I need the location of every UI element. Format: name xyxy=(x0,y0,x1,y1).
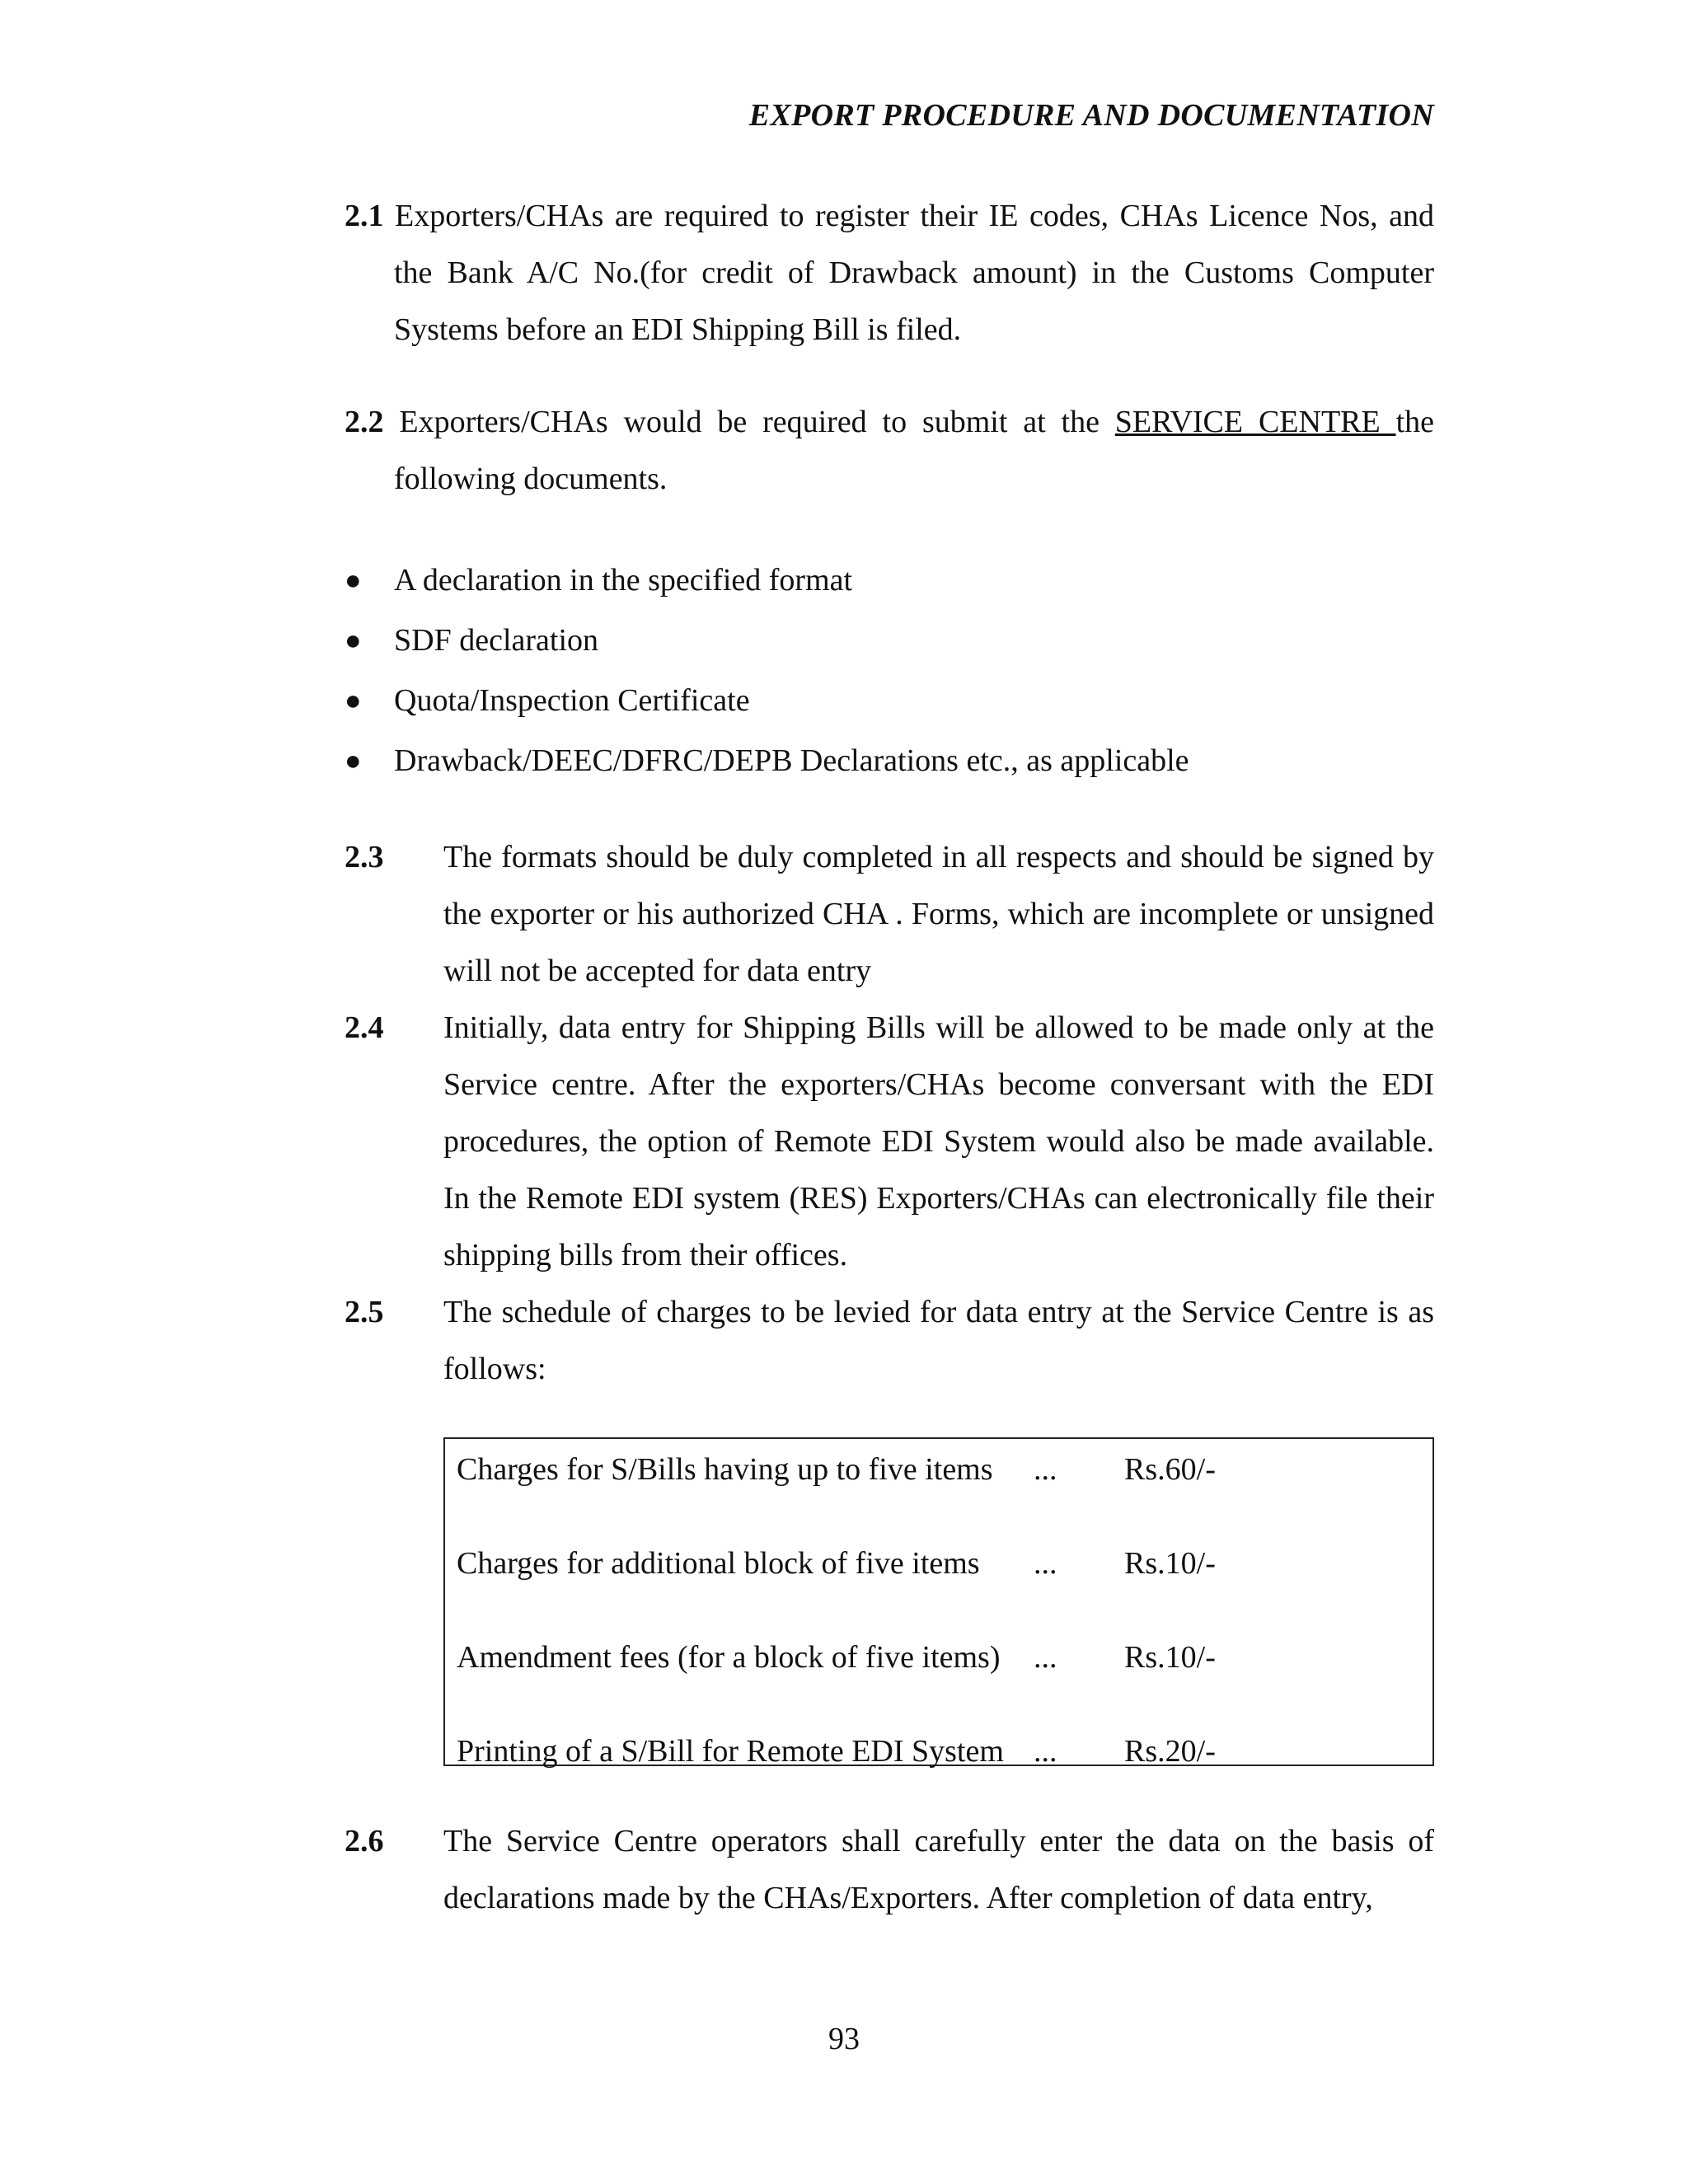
charge-amount: Rs.60/- xyxy=(1124,1452,1216,1487)
section-2-1 xyxy=(345,188,1434,359)
bullet-icon: ● xyxy=(345,746,362,776)
documents-list xyxy=(345,551,1434,791)
section-text: Initially, data entry for Shipping Bills will be allowed to be made only at the Service centre. After the exporters/CHAs become conversant with the EDI procedures, the option of Remote EDI System would also be made available. In the Remote EDI system (RES) Exporters/CHAs can electronically file their shipping bills from their offices. xyxy=(443,1010,1434,1272)
list-item xyxy=(345,731,1434,791)
charge-label: Printing of a S/Bill for Remote EDI System xyxy=(457,1734,1004,1769)
section-text: The formats should be duly completed in all respects and should be signed by the exporter or his authorized CHA . Forms, which are incomplete or unsigned will not be accepted for data entry xyxy=(443,840,1434,988)
section-number: 2.5 xyxy=(345,1295,384,1329)
table-row xyxy=(457,1731,1216,1772)
section-number: 2.2 xyxy=(345,405,384,439)
running-header: EXPORT PROCEDURE AND DOCUMENTATION xyxy=(748,98,1434,133)
section-number: 2.6 xyxy=(345,1824,384,1858)
charge-dots: ... xyxy=(1034,1546,1057,1581)
charge-label: Charges for S/Bills having up to five items xyxy=(457,1452,993,1487)
list-item-text: Quota/Inspection Certificate xyxy=(394,683,750,718)
list-item-text: SDF declaration xyxy=(394,623,599,658)
section-2-6 xyxy=(345,1813,1434,1927)
section-number: 2.4 xyxy=(345,1010,384,1045)
bullet-icon: ● xyxy=(345,626,362,656)
charge-dots: ... xyxy=(1034,1640,1057,1675)
charge-amount: Rs.20/- xyxy=(1124,1734,1216,1769)
bullet-icon: ● xyxy=(345,565,362,596)
table-row xyxy=(457,1637,1216,1678)
section-2-4 xyxy=(345,1000,1434,1284)
list-item xyxy=(345,671,1434,731)
section-2-5 xyxy=(345,1284,1434,1398)
page-number: 93 xyxy=(828,2022,860,2056)
list-item xyxy=(345,611,1434,671)
bullet-icon: ● xyxy=(345,686,362,716)
section-text-after: the following documents. xyxy=(394,405,1435,496)
list-item xyxy=(345,551,1434,611)
section-number: 2.1 xyxy=(345,199,384,233)
charge-label: Amendment fees (for a block of five items) xyxy=(457,1640,1001,1675)
section-text-before: Exporters/CHAs would be required to submit at the xyxy=(399,405,1115,439)
section-text: The Service Centre operators shall carefully enter the data on the basis of declarations made by the CHAs/Exporters. After completion of data entry, xyxy=(443,1824,1434,1915)
charges-table xyxy=(443,1437,1434,1769)
service-centre-link: SERVICE CENTRE xyxy=(1114,405,1396,439)
section-text: The schedule of charges to be levied for data entry at the Service Centre is as follows: xyxy=(443,1295,1434,1386)
charge-amount: Rs.10/- xyxy=(1124,1640,1216,1675)
section-number: 2.3 xyxy=(345,840,384,874)
table-row xyxy=(457,1449,1216,1490)
charge-dots: ... xyxy=(1034,1452,1057,1487)
section-2-2 xyxy=(345,394,1434,508)
list-item-text: Drawback/DEEC/DFRC/DEPB Declarations etc., as applicable xyxy=(394,743,1189,778)
table-row xyxy=(457,1543,1216,1584)
list-item-text: A declaration in the specified format xyxy=(394,563,853,598)
charge-label: Charges for additional block of five items xyxy=(457,1546,980,1581)
section-2-3 xyxy=(345,829,1434,1000)
charge-dots: ... xyxy=(1034,1734,1057,1769)
charge-amount: Rs.10/- xyxy=(1124,1546,1216,1581)
section-text: Exporters/CHAs are required to register their IE codes, CHAs Licence Nos, and the Bank A/C No.(for credit of Drawback amount) in the Customs Computer Systems before an EDI Shipping Bill is filed. xyxy=(394,199,1434,347)
